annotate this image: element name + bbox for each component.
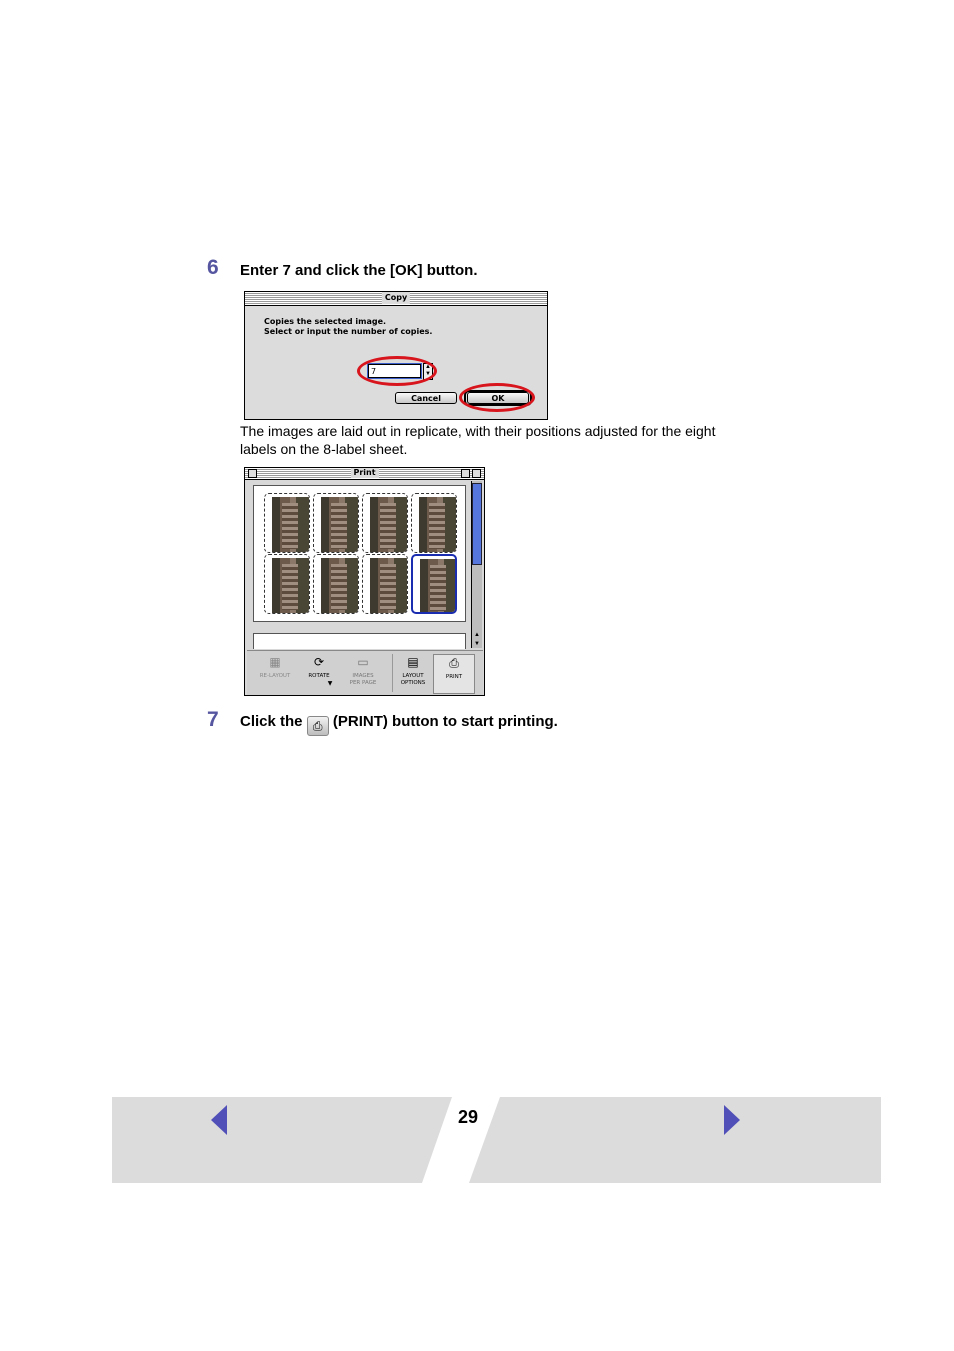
images-per-page-button[interactable]: ▭ IMAGES PER PAGE [349,655,377,686]
step-6-instruction: Enter 7 and click the [OK] button. [240,262,478,279]
layout-options-button[interactable]: ▤ LAYOUT OPTIONS [392,654,433,692]
label-slot-selected[interactable] [411,554,457,614]
close-box-icon[interactable] [248,469,257,478]
copy-dialog-title: Copy [382,292,410,304]
stepper-down-icon[interactable]: ▼ [425,371,431,377]
images-per-page-icon: ▭ [357,655,369,669]
print-window-titlebar [245,468,484,480]
label-photo [370,497,408,553]
scroll-thumb[interactable] [472,483,482,565]
ok-button[interactable]: OK [467,392,529,404]
input-highlight-circle [357,356,437,386]
next-sheet-preview [253,633,466,649]
step-7-number: 7 [207,708,219,731]
right-arrow-icon[interactable] [724,1105,740,1135]
label-photo [419,497,457,553]
rotate-dropdown-icon[interactable]: ▼ [327,680,333,687]
label-slot[interactable] [313,554,359,614]
copies-input[interactable]: 7 [368,364,421,378]
label-slot[interactable] [264,554,310,614]
print-icon: ⎙ [449,656,459,670]
step-6-number: 6 [207,256,219,279]
print-icon: ⎙ [307,716,329,736]
prev-page-band[interactable] [112,1097,452,1183]
relayout-icon: ▦ [269,655,281,669]
label-photo [321,558,359,614]
copy-dialog-message [264,317,432,337]
label-photo [420,559,457,614]
label-slot[interactable] [411,493,457,553]
next-page-band[interactable] [469,1097,881,1183]
label-photo [321,497,359,553]
label-photo [272,558,310,614]
description-line2: labels on the 8-label sheet. [240,441,408,457]
step-7-instruction [240,713,558,736]
ok-highlight-circle [459,383,535,412]
copy-dialog-titlebar [245,292,547,306]
print-toolbar [247,650,483,695]
print-window [244,467,485,696]
scroll-up-icon[interactable]: ▲ [474,632,480,638]
label-photo [272,497,310,553]
label-slot[interactable] [313,493,359,553]
step-7-text-before: Click the [240,713,303,730]
vertical-scrollbar[interactable] [471,481,482,648]
print-button[interactable]: ⎙ PRINT [433,654,475,694]
label-slot[interactable] [362,493,408,553]
step-7-text-after: (PRINT) button to start printing. [332,713,558,730]
label-slot[interactable] [362,554,408,614]
copy-dialog [244,291,548,420]
description-line1: The images are laid out in replicate, with their positions adjusted for the eight [240,423,716,439]
layout-description [240,422,760,458]
copy-dialog-message-line2: Select or input the number of copies. [264,327,433,336]
print-window-title: Print [350,468,378,478]
label-sheet-preview [253,485,466,622]
cancel-button[interactable]: Cancel [395,392,457,404]
collapse-box-icon[interactable] [472,469,481,478]
page-number: 29 [457,1107,479,1127]
relayout-button[interactable]: ▦ RE-LAYOUT [259,655,291,679]
layout-options-icon: ▤ [407,655,419,669]
zoom-box-icon[interactable] [461,469,470,478]
rotate-button[interactable]: ⟳ ROTATE ▼ [299,654,339,692]
copy-dialog-message-line1: Copies the selected image. [264,317,387,326]
stepper-up-icon[interactable]: ▲ [425,364,431,370]
scroll-down-icon[interactable]: ▼ [474,641,480,647]
label-photo [370,558,408,614]
left-arrow-icon[interactable] [211,1105,227,1135]
rotate-icon: ⟳ [313,655,325,669]
label-slot[interactable] [264,493,310,553]
footer-nav-band [112,1097,881,1183]
